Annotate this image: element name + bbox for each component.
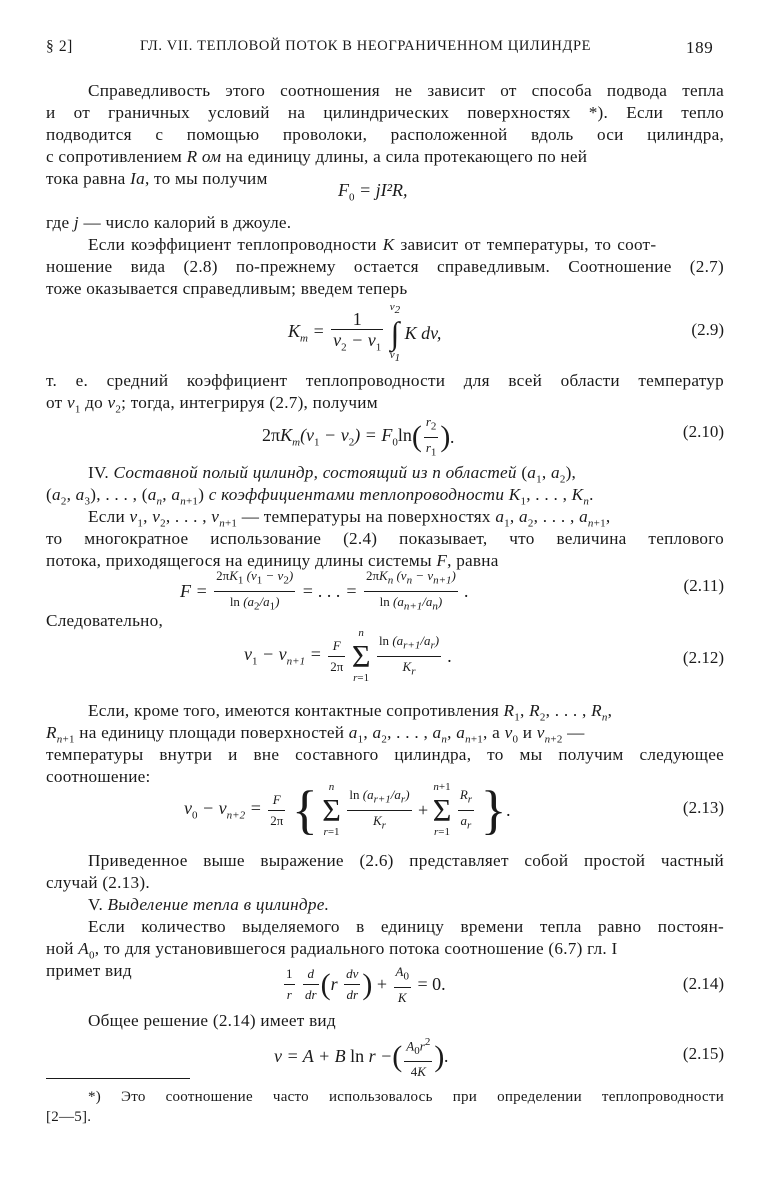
section-iv-heading: IV. Составной полый цилиндр, состоящий из n областей ($a_1$, $a_2$), [88,463,577,486]
equation-number: (2.14) [682,974,724,993]
equation-number: (2.9) [691,320,724,339]
equation-2-10: $2\pi K_m(v_1 - v_2) = F_0\ln$( $\frac{r_2}{r_1}$ ). [262,414,455,459]
equation-2-9: $K_m$ = $\frac{1}{v_2 - v_1}$ $v_2$ ∫ $v_1$ K dv, [288,301,442,365]
footnote-line: *) Это соотношение часто использовалось при определении теплопроводности [88,1089,724,1105]
text-line: тока равна Ia, то мы получим [46,169,268,188]
equation-2-14: $\frac{1}{r}$ $\frac{d}{dr}$ (r $\frac{dv}{dr}$ ) + $\frac{A_0}{K}$ = 0. [286,964,446,1005]
equation-2-11: F = $\frac{2\pi K_1 (v_1 - v_2)}{\ln (a_2/a_1)}$ = . . . = $2\pi K_n$ $(v_n - v_{n+1})$ $\ln (a_{n+1}/a_n)$ . [180,568,469,613]
equation-2-15: v = A + B ln r −( $\frac{A_0r^2}{4K}$ ). [274,1032,449,1082]
text-line: соотношение: [46,767,151,786]
section-mark: § 2] [46,38,73,55]
footnote-rule [46,1078,190,1079]
text-line: Следовательно, [46,611,163,630]
text-line: ной $A_0$, то для установившегося радиального потока соотношение (6.7) гл. I [46,939,618,962]
footnote-line: [2—5]. [46,1109,92,1125]
text-line: Если, кроме того, имеются контактные сопротивления $R_1$, $R_2$, . . . , $R_n$, [88,701,613,724]
page-number: 189 [686,38,714,57]
running-title: ГЛ. VII. ТЕПЛОВОЙ ПОТОК В НЕОГРАНИЧЕННОМ ЦИЛИНДРЕ [140,38,592,54]
text-line: и от граничных условий на цилиндрических поверхностях *). Если тепло [46,103,724,122]
text-line: Если количество выделяемого в единицу времени тепла равно постоян- [88,917,724,936]
equation-number: (2.12) [682,648,724,667]
section-iv-heading: ($a_2$, $a_3$), . . . , ($a_n$, $a_{n+1}$) с коэффициентами теплопроводности $K_1$, . . . , $K_n$. [46,485,594,508]
text-line: потока, приходящегося на единицу длины системы F, равна [46,551,499,570]
text-line: примет вид [46,961,132,980]
text-line: температуры внутри и вне составного цилиндра, то мы получим следующее [46,745,724,764]
text-line: подводится с помощью проволоки, расположенной вдоль оси цилиндра, [46,125,724,144]
text-line: где j — число калорий в джоуле. [46,213,292,232]
text-line: т. е. средний коэффициент теплопроводности для всей области температур [46,371,724,390]
text-line: $R_{n+1}$ на единицу площади поверхностей $a_1$, $a_2$, . . . , $a_n$, $a_{n+1}$, а $v_0$ и $v_{n+2}$ — [46,723,585,746]
text-line: от $v_1$ до $v_2$; тогда, интегрируя (2.7), получим [46,393,378,416]
equation-number: (2.11) [683,576,724,595]
equation-2-13: $v_0 - v_{n+2}$ = $\frac{F}{2\pi}$ { n Σ r=1 $\frac{\ln (a_{r+1}/a_r)}{K_r}$ + n+1 Σ r=1 $\frac{R_r}{a_r}$ }. [184,780,511,840]
text-line: Общее решение (2.14) имеет вид [88,1011,336,1030]
equation-number: (2.13) [682,798,724,817]
equation-number: (2.15) [682,1044,724,1063]
text-line: ношение вида (2.8) по-прежнему остается справедливым. Соотношение (2.7) [46,257,724,276]
equation-2-12: $v_1 - v_{n+1}$ = $\frac{F}{2\pi}$ n Σ r=1 $\frac{\ln (a_{r+1}/a_r)}{K_r}$ . [244,627,453,684]
text-line: Справедливость этого соотношения не зависит от способа подвода тепла [88,81,724,100]
text-line: Приведенное выше выражение (2.6) представляет собой простой частный [88,851,724,870]
text-line: то многократное использование (2.4) показывает, что величина теплового [46,529,724,548]
equation-F0: $F_0 = jI^2R$, [338,180,408,204]
text-line: с сопротивлением R ом на единицу длины, а сила протекающего по ней [46,147,588,166]
text-line: тоже оказывается справедливым; введем теперь [46,279,408,298]
text-line: случай (2.13). [46,873,150,892]
equation-number: (2.10) [682,422,724,441]
section-v-heading: V. Выделение тепла в цилиндре. [88,895,330,914]
text-line: Если $v_1$, $v_2$, . . . , $v_{n+1}$ — температуры на поверхностях $a_1$, $a_2$, . . . , $a_{n+1}$, [88,507,611,530]
text-line: Если коэффициент теплопроводности K зависит от температуры, то соот- [88,235,657,254]
